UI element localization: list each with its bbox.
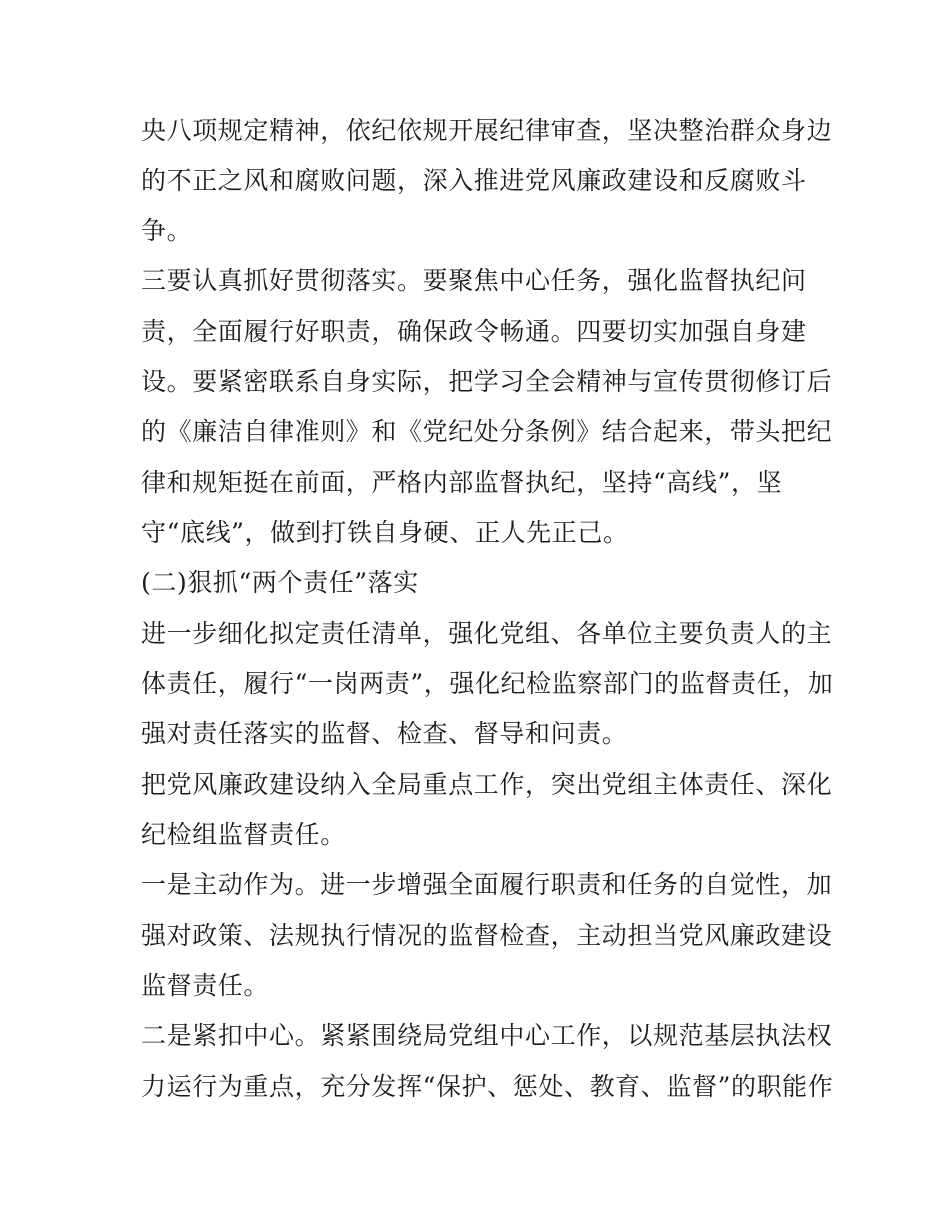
text-line: 体责任，履行“一岗两责”，强化纪检监察部门的监督责任，加 <box>141 669 834 698</box>
text-line: 的《廉洁自律准则》和《党纪处分条例》结合起来，带头把纪 <box>141 417 833 446</box>
text-line: 一是主动作为。进一步增强全面履行职责和任务的自觉性，加 <box>141 870 833 899</box>
text-line: 强对责任落实的监督、检查、督导和问责。 <box>141 719 628 748</box>
text-line: 的不正之风和腐败问题，深入推进党风廉政建设和反腐败斗 <box>141 166 807 195</box>
text-line: 守“底线”，做到打铁自身硬、正人先正己。 <box>141 518 629 547</box>
text-line: 责，全面履行好职责，确保政令畅通。四要切实加强自身建 <box>141 317 807 346</box>
text-line: 律和规矩挺在前面，严格内部监督执纪，坚持“高线”，坚 <box>141 468 783 497</box>
text-line: 纪检组监督责任。 <box>141 820 346 849</box>
text-line: 三要认真抓好贯彻落实。要聚焦中心任务，强化监督执纪问 <box>141 266 807 295</box>
text-line: 强对政策、法规执行情况的监督检查，主动担当党风廉政建设 <box>141 921 833 950</box>
text-line: 监督责任。 <box>141 971 270 1000</box>
text-line: 设。要紧密联系自身实际，把学习全会精神与宣传贯彻修订后 <box>141 367 833 396</box>
text-line: 进一步细化拟定责任清单，强化党组、各单位主要负责人的主 <box>141 619 833 648</box>
text-line: 央八项规定精神，依纪依规开展纪律审查，坚决整治群众身边 <box>141 116 833 145</box>
text-line: 争。 <box>141 216 193 245</box>
text-line: 二是紧扣中心。紧紧围绕局党组中心工作，以规范基层执法权 <box>141 1021 833 1050</box>
section-heading: (二)狠抓“两个责任”落实 <box>141 568 419 597</box>
text-line: 力运行为重点，充分发挥“保护、惩处、教育、监督”的职能作 <box>141 1072 834 1101</box>
text-line: 把党风廉政建设纳入全局重点工作，突出党组主体责任、深化 <box>141 770 833 799</box>
